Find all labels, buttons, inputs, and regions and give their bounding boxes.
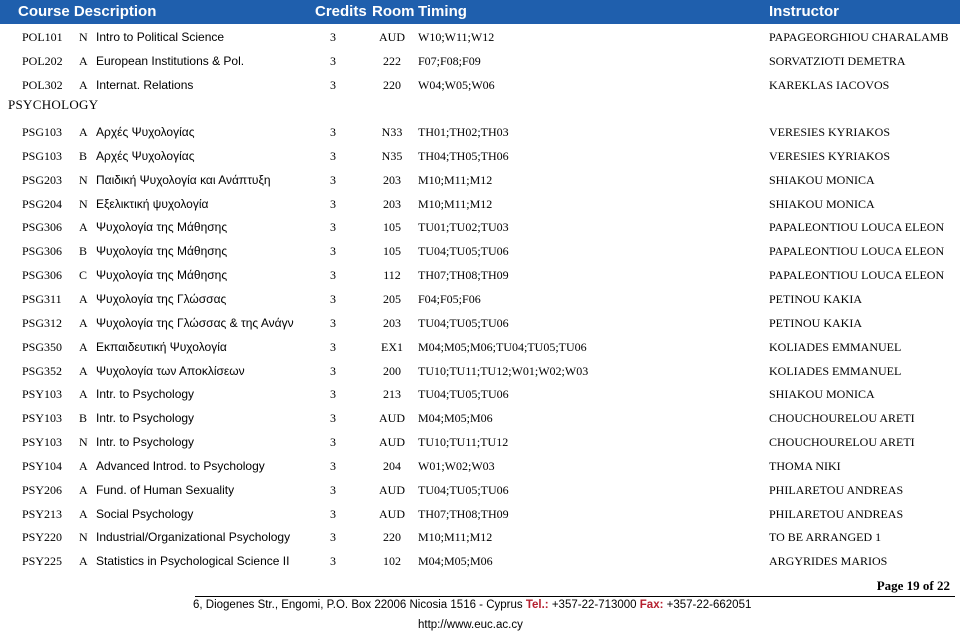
course-code: PSG103: [22, 148, 63, 163]
credits-value: 3: [330, 220, 336, 235]
course-title: Intr. to Psychology: [96, 387, 195, 402]
room-value: 112: [383, 268, 401, 283]
instructor-name: THOMA NIKI: [769, 458, 841, 473]
room-value: AUD: [379, 482, 405, 497]
credits-value: 3: [330, 268, 336, 283]
footer-fax-label: Fax:: [639, 599, 664, 611]
table-row: [0, 240, 960, 264]
course-code: PSG204: [22, 196, 63, 211]
course-code: PSY104: [22, 458, 63, 473]
section-letter: A: [79, 363, 88, 378]
course-code: PSY206: [22, 482, 63, 497]
instructor-name: TO BE ARRANGED 1: [769, 530, 882, 545]
instructor-name: CHOUCHOURELOU ARETI: [769, 435, 915, 450]
footer-tel: +357-22-713000: [551, 599, 637, 611]
section-letter: A: [79, 339, 88, 354]
room-value: 205: [383, 291, 401, 306]
section-letter: N: [79, 196, 88, 211]
course-title: Ψυχολογία της Μάθησης: [96, 220, 228, 235]
room-value: 105: [383, 244, 401, 259]
timing-value: TH07;TH08;TH09: [418, 506, 509, 521]
course-code: PSY103: [22, 387, 63, 402]
section-letter: B: [79, 411, 88, 426]
course-title: Statistics in Psychological Science II: [96, 554, 290, 569]
instructor-name: KOLIADES EMMANUEL: [769, 363, 902, 378]
table-row: [0, 74, 960, 98]
room-value: 200: [383, 363, 401, 378]
timing-value: TU04;TU05;TU06: [418, 244, 509, 259]
instructor-name: VERESIES KYRIAKOS: [769, 125, 891, 139]
credits-value: 3: [330, 125, 336, 139]
course-title: Ψυχολογία της Γλώσσας: [96, 291, 227, 306]
table-row: [0, 526, 960, 550]
course-title: Ψυχολογία των Αποκλίσεων: [96, 363, 245, 378]
credits-value: 3: [330, 244, 336, 259]
instructor-name: PAPALEONTIOU LOUCA ELEON: [769, 244, 945, 259]
room-value: N35: [381, 148, 403, 163]
instructor-name: SHIAKOU MONICA: [769, 387, 875, 402]
course-title: Αρχές Ψυχολογίας: [96, 148, 195, 163]
room-value: 102: [383, 554, 401, 569]
timing-value: TU04;TU05;TU06: [418, 315, 509, 330]
footer-url[interactable]: http://www.euc.ac.cy: [418, 619, 523, 631]
credits-value: 3: [330, 54, 336, 68]
course-code: PSG203: [22, 172, 63, 187]
course-title: Ψυχολογία της Γλώσσας & της Ανάγν: [96, 315, 294, 330]
course-title: Intr. to Psychology: [96, 411, 195, 426]
section-letter: A: [79, 458, 88, 473]
table-row: [0, 288, 960, 312]
room-value: AUD: [379, 411, 405, 426]
credits-value: 3: [330, 387, 336, 402]
instructor-name: KOLIADES EMMANUEL: [769, 339, 902, 354]
timing-value: TU04;TU05;TU06: [418, 482, 509, 497]
credits-value: 3: [330, 78, 336, 92]
instructor-name: CHOUCHOURELOU ARETI: [769, 411, 915, 426]
instructor-name: KAREKLAS IACOVOS: [769, 78, 890, 92]
course-code: PSG311: [22, 291, 62, 306]
instructor-name: PETINOU KAKIA: [769, 291, 862, 306]
section-letter: N: [79, 435, 88, 450]
timing-value: F07;F08;F09: [418, 54, 481, 68]
timing-value: M10;M11;M12: [418, 172, 493, 187]
credits-value: 3: [330, 482, 336, 497]
course-code: PSG312: [22, 315, 63, 330]
instructor-name: PHILARETOU ANDREAS: [769, 506, 904, 521]
timing-value: M10;M11;M12: [418, 196, 493, 211]
table-row: [0, 479, 960, 503]
section-heading: PSYCHOLOGY: [8, 97, 99, 112]
credits-value: 3: [330, 172, 336, 187]
credits-value: 3: [330, 411, 336, 426]
timing-value: TU04;TU05;TU06: [418, 387, 509, 402]
footer-divider: [195, 596, 955, 597]
table-row: [0, 407, 960, 431]
section-letter: A: [79, 506, 88, 521]
instructor-name: ARGYRIDES MARIOS: [769, 554, 888, 569]
timing-value: W10;W11;W12: [418, 30, 495, 44]
timing-value: M04;M05;M06: [418, 411, 493, 426]
section-letter: C: [79, 268, 88, 283]
credits-value: 3: [330, 196, 336, 211]
course-code: POL202: [22, 54, 63, 68]
section-letter: A: [79, 220, 88, 235]
section-letter: B: [79, 148, 88, 163]
table-row: [0, 503, 960, 527]
course-title: Παιδική Ψυχολογία και Ανάπτυξη: [96, 172, 271, 187]
room-value: AUD: [379, 435, 405, 450]
room-value: 220: [383, 530, 401, 545]
credits-value: 3: [330, 506, 336, 521]
section-letter: A: [79, 387, 88, 402]
room-value: 203: [383, 172, 401, 187]
course-code: PSY103: [22, 435, 63, 450]
timing-value: TH01;TH02;TH03: [418, 125, 509, 139]
timing-value: W04;W05;W06: [418, 78, 495, 92]
course-title: Εξελικτική ψυχολογία: [96, 196, 209, 211]
table-row: [0, 121, 960, 145]
room-value: N33: [381, 125, 403, 139]
credits-value: 3: [330, 148, 336, 163]
course-code: POL302: [22, 78, 63, 92]
instructor-name: PHILARETOU ANDREAS: [769, 482, 904, 497]
course-title: Internat. Relations: [96, 78, 194, 92]
footer-contact: [193, 599, 751, 611]
timing-value: M04;M05;M06;TU04;TU05;TU06: [418, 339, 587, 354]
footer-fax: +357-22-662051: [666, 599, 752, 611]
section-letter: A: [79, 78, 88, 92]
course-title: Social Psychology: [96, 506, 194, 521]
header-course-description: Course Description: [18, 3, 157, 20]
course-title: Ψυχολογία της Μάθησης: [96, 244, 228, 259]
section-letter: N: [79, 172, 88, 187]
table-row: [0, 360, 960, 384]
timing-value: TH04;TH05;TH06: [418, 148, 509, 163]
table-row: [0, 50, 960, 74]
section-letter: A: [79, 482, 88, 497]
table-row: [0, 431, 960, 455]
room-value: 203: [383, 196, 401, 211]
course-code: PSG103: [22, 125, 63, 139]
footer-tel-label: Tel.:: [525, 599, 549, 611]
course-title: Fund. of Human Sexuality: [96, 482, 235, 497]
table-row: [0, 550, 960, 574]
table-row: [0, 26, 960, 50]
course-code: PSG352: [22, 363, 63, 378]
table-row: [0, 216, 960, 240]
room-value: 213: [383, 387, 401, 402]
timing-value: M04;M05;M06: [418, 554, 493, 569]
room-value: AUD: [379, 506, 405, 521]
table-row: [0, 264, 960, 288]
room-value: AUD: [379, 30, 405, 44]
instructor-name: PAPALEONTIOU LOUCA ELEON: [769, 268, 945, 283]
timing-value: TU10;TU11;TU12: [418, 435, 509, 450]
credits-value: 3: [330, 315, 336, 330]
credits-value: 3: [330, 363, 336, 378]
credits-value: 3: [330, 435, 336, 450]
table-row: [0, 169, 960, 193]
course-title: Intro to Political Science: [96, 30, 225, 44]
credits-value: 3: [330, 458, 336, 473]
credits-value: 3: [330, 291, 336, 306]
header-instructor: Instructor: [769, 3, 840, 20]
credits-value: 3: [330, 530, 336, 545]
course-title: Industrial/Organizational Psychology: [96, 530, 291, 545]
table-row: [0, 312, 960, 336]
instructor-name: VERESIES KYRIAKOS: [769, 148, 891, 163]
credits-value: 3: [330, 30, 336, 44]
section-letter: A: [79, 54, 88, 68]
course-code: PSG306: [22, 244, 63, 259]
course-code: PSY220: [22, 530, 63, 545]
footer-address: 6, Diogenes Str., Engomi, P.O. Box 22006 Nicosia 1516 - Cyprus: [193, 599, 523, 611]
section-letter: A: [79, 315, 88, 330]
header-room: Room: [372, 3, 415, 20]
section-letter: B: [79, 244, 88, 259]
header-credits: Credits: [315, 3, 367, 20]
instructor-name: SHIAKOU MONICA: [769, 172, 875, 187]
room-value: EX1: [381, 339, 403, 354]
section-letter: N: [79, 530, 88, 545]
instructor-name: PAPALEONTIOU LOUCA ELEON: [769, 220, 945, 235]
timing-value: TU10;TU11;TU12;W01;W02;W03: [418, 363, 589, 378]
course-title: Intr. to Psychology: [96, 435, 195, 450]
room-value: 220: [383, 78, 401, 92]
table-row: [0, 193, 960, 217]
credits-value: 3: [330, 554, 336, 569]
course-title: Αρχές Ψυχολογίας: [96, 125, 195, 139]
course-code: PSG350: [22, 339, 63, 354]
table-row: [0, 145, 960, 169]
header-timing: Timing: [418, 3, 467, 20]
instructor-name: SHIAKOU MONICA: [769, 196, 875, 211]
section-letter: A: [79, 291, 88, 306]
section-letter: N: [79, 30, 88, 44]
timing-value: W01;W02;W03: [418, 458, 495, 473]
course-title: Εκπαιδευτική Ψυχολογία: [96, 339, 227, 354]
course-title: European Institutions & Pol.: [96, 54, 245, 68]
table-row: [0, 336, 960, 360]
table-row: [0, 383, 960, 407]
room-value: 105: [383, 220, 401, 235]
course-code: PSY213: [22, 506, 63, 521]
room-value: 203: [383, 315, 401, 330]
course-code: PSY225: [22, 554, 63, 569]
timing-value: TU01;TU02;TU03: [418, 220, 509, 235]
section-letter: A: [79, 125, 88, 139]
timing-value: F04;F05;F06: [418, 291, 481, 306]
instructor-name: SORVATZIOTI DEMETRA: [769, 54, 906, 68]
table-row: [0, 455, 960, 479]
course-code: PSG306: [22, 268, 63, 283]
credits-value: 3: [330, 339, 336, 354]
section-letter: A: [79, 554, 88, 569]
instructor-name: PETINOU KAKIA: [769, 315, 862, 330]
course-code: PSY103: [22, 411, 63, 426]
page-number: Page 19 of 22: [876, 578, 950, 593]
timing-value: TH07;TH08;TH09: [418, 268, 509, 283]
course-title: Advanced Introd. to Psychology: [96, 458, 265, 473]
room-value: 204: [383, 458, 401, 473]
table-header: [0, 0, 960, 24]
timing-value: M10;M11;M12: [418, 530, 493, 545]
room-value: 222: [383, 54, 401, 68]
instructor-name: PAPAGEORGHIOU CHARALAMB: [769, 30, 949, 44]
course-code: PSG306: [22, 220, 63, 235]
course-title: Ψυχολογία της Μάθησης: [96, 268, 228, 283]
course-code: POL101: [22, 30, 63, 44]
